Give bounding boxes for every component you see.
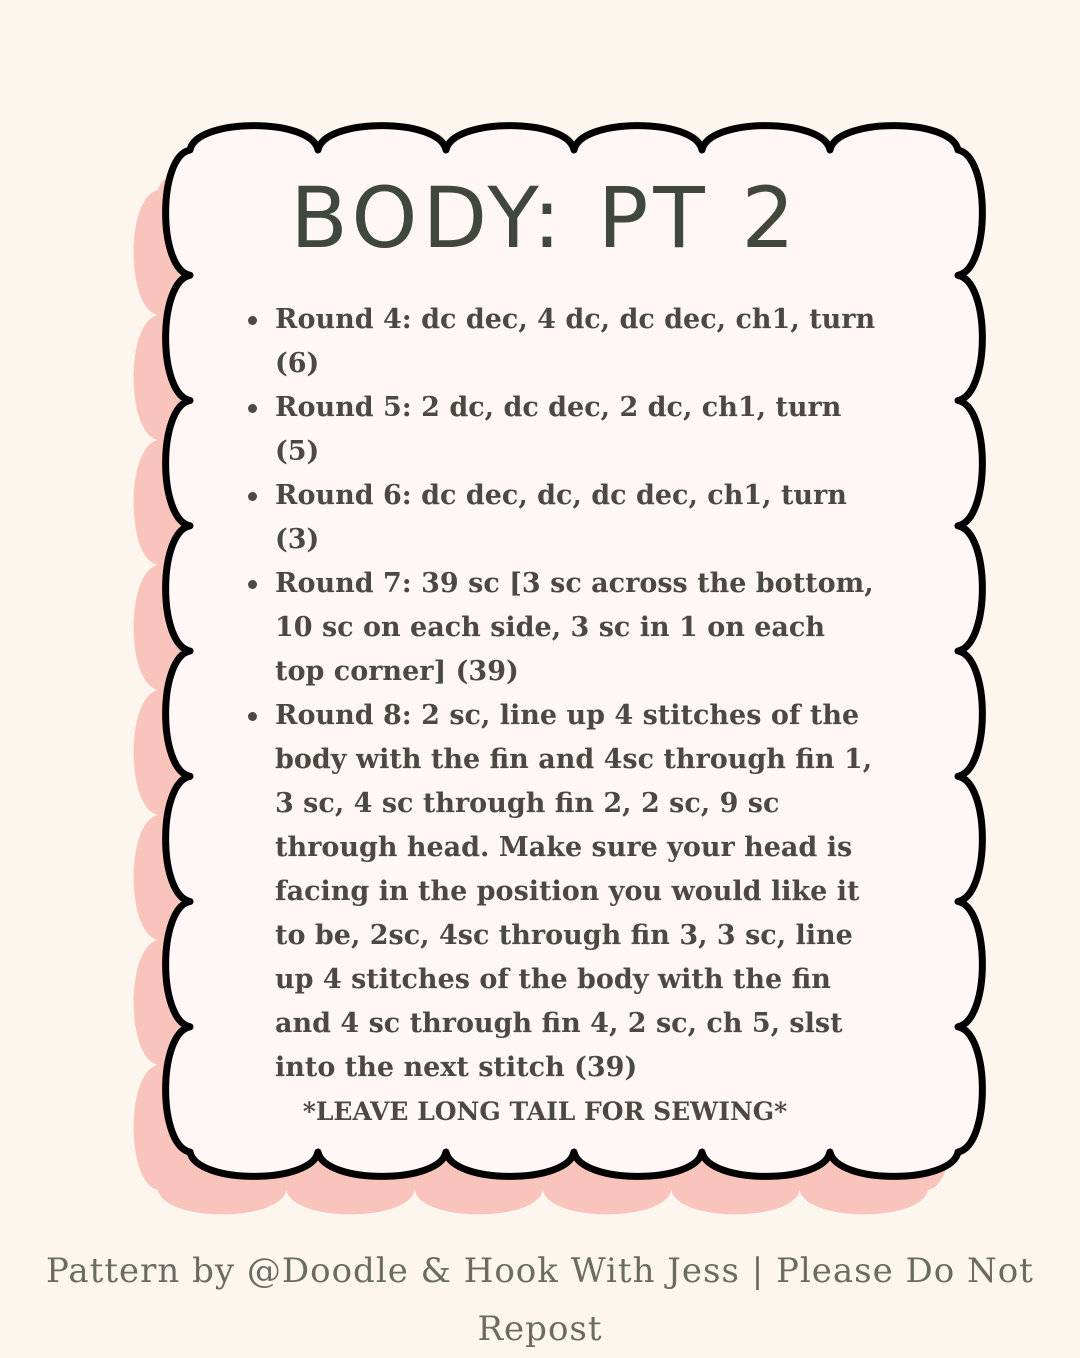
step-item-round-4 [240,298,880,386]
page-title: BODY: PT 2 [290,169,800,267]
bullet-icon [248,580,257,589]
pattern-credit-footer: Pattern by @Doodle & Hook With Jess | Please Do Not Repost [46,1251,1034,1349]
bullet-icon [248,712,257,721]
step-item-round-8 [240,694,880,1090]
step-text: Round 7: 39 sc [3 sc across the bottom, 10 sc on each side, 3 sc in 1 on each top corner] (39) [275,568,874,687]
step-text: Round 4: dc dec, 4 dc, dc dec, ch1, turn (6) [275,304,876,379]
step-item-round-7 [240,562,880,694]
step-text: Round 8: 2 sc, line up 4 stitches of the body with the fin and 4sc through fin 1, 3 sc, 4 sc through fin 2, 2 sc, 9 sc through head. Make sure your head is facing in the position you would like it to be, 2sc, 4sc through fin 3, 3 sc, line up 4 stitches of the body with the fin and 4 sc through fin 4, 2 sc, ch 5, slst into the next stitch (39) [275,700,873,1083]
bullet-icon [248,316,257,325]
step-item-round-5 [240,386,880,474]
step-text: Round 5: 2 dc, dc dec, 2 dc, ch1, turn (5) [275,392,842,467]
bullet-icon [248,492,257,501]
step-item-round-6 [240,474,880,562]
pattern-steps-list [240,298,880,1090]
bullet-icon [248,404,257,413]
sewing-note: *LEAVE LONG TAIL FOR SEWING* [302,1097,788,1126]
step-text: Round 6: dc dec, dc, dc dec, ch1, turn (3) [275,480,847,555]
